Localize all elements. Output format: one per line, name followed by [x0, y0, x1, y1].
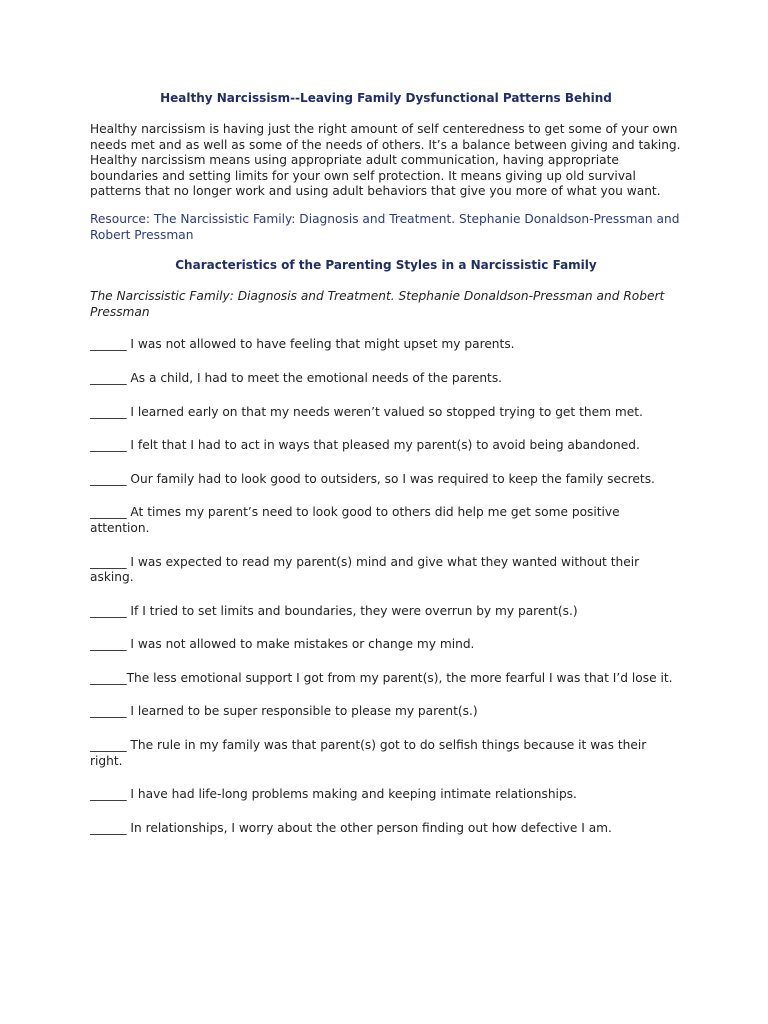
checklist-item: ______ I was not allowed to have feeling that might upset my parents. — [90, 337, 515, 352]
checklist — [90, 337, 682, 836]
checklist-item: ______ I felt that I had to act in ways that pleased my parent(s) to avoid being abandoned. — [90, 438, 640, 453]
intro-paragraph: Healthy narcissism is having just the right amount of self centeredness to get some of your own needs met and as well as some of the needs of others. It’s a balance between giving and taking. Healthy narcissism means using appropriate adult communication, having appropriate boundaries and setting limits for your own self protection. It means giving up old survival patterns that no longer work and using adult behaviors that give you more of what you want. — [90, 122, 681, 199]
source-citation: The Narcissistic Family: Diagnosis and Treatment. Stephanie Donaldson-Pressman and Robert Pressman — [90, 289, 665, 319]
checklist-item: ______ I was expected to read my parent(s) mind and give what they wanted without their asking. — [90, 554, 640, 585]
checklist-item: ______ I learned to be super responsible to please my parent(s.) — [90, 704, 478, 719]
checklist-item: ______ I learned early on that my needs weren’t valued so stopped trying to get them met. — [90, 404, 643, 419]
resource-citation: Resource: The Narcissistic Family: Diagnosis and Treatment. Stephanie Donaldson-Pressman and Robert Pressman — [90, 211, 680, 242]
checklist-item: ______ If I tried to set limits and boundaries, they were overrun by my parent(s.) — [90, 603, 578, 618]
document-page — [90, 90, 682, 854]
checklist-item: ______The less emotional support I got from my parent(s), the more fearful I was that I’d lose it. — [90, 670, 673, 685]
checklist-item: ______ In relationships, I worry about the other person finding out how defective I am. — [90, 820, 612, 835]
document-title: Healthy Narcissism--Leaving Family Dysfunctional Patterns Behind — [160, 91, 612, 105]
checklist-item: ______ I have had life-long problems making and keeping intimate relationships. — [90, 787, 577, 802]
checklist-item: ______ Our family had to look good to outsiders, so I was required to keep the family secrets. — [90, 471, 655, 486]
checklist-item: ______ The rule in my family was that parent(s) got to do selfish things because it was their right. — [90, 738, 647, 768]
checklist-item: ______ As a child, I had to meet the emotional needs of the parents. — [90, 370, 503, 385]
checklist-item: ______ At times my parent’s need to look good to others did help me get some positive attention. — [90, 505, 620, 535]
section-heading: Characteristics of the Parenting Styles in a Narcissistic Family — [175, 258, 597, 273]
checklist-item: ______ I was not allowed to make mistakes or change my mind. — [90, 637, 475, 652]
